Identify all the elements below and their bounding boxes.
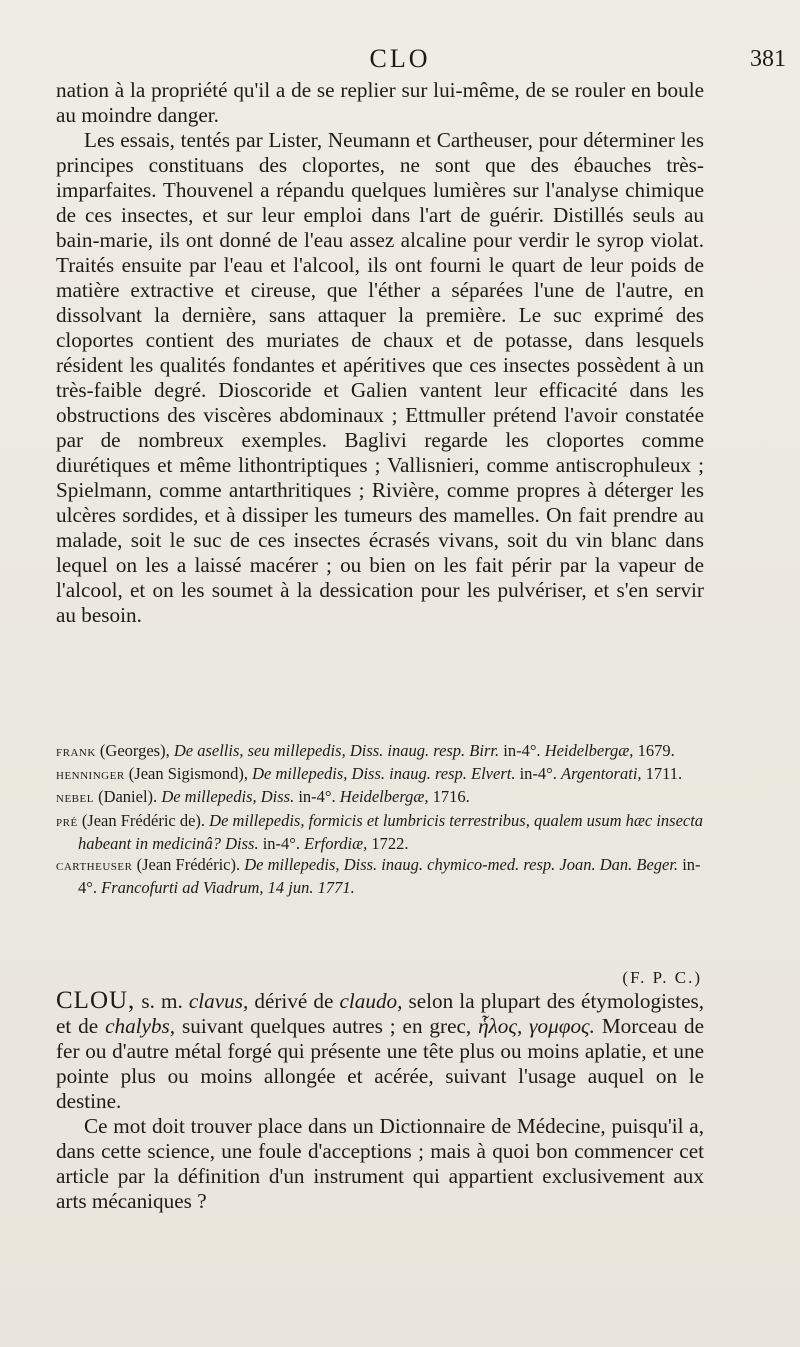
entry-paragraph: Ce mot doit trouver place dans un Dictionnaire de Médecine, puisqu'il a, dans cette science, une foule d'acceptions ; mais à quoi bon commencer cet article par la définition d'un instrument qui appartient exclusivement aux arts mécaniques ? — [56, 1114, 704, 1213]
reference-title: De millepedis, — [252, 764, 348, 784]
entry-headword: CLOU, — [56, 987, 136, 1014]
reference-given-name: (Daniel). — [98, 787, 158, 807]
reference-item — [56, 810, 704, 854]
etymology-text: suivant quelques autres ; en grec, — [182, 1014, 472, 1038]
reference-author: frank — [56, 744, 96, 760]
paragraph-continuation: nation à la propriété qu'il a de se replier sur lui-même, de se rouler en boule au moindre danger. — [56, 78, 704, 127]
reference-place: Heidelbergæ, — [544, 741, 634, 760]
reference-title: De millepedis, — [244, 855, 340, 875]
reference-item — [56, 854, 704, 898]
reference-details: Diss. inaug. resp. Birr. — [349, 741, 500, 760]
reference-year: 1722. — [371, 833, 409, 853]
reference-author: henninger — [56, 767, 125, 784]
greek-terms: ἧλος, γομφος. — [478, 1014, 595, 1038]
reference-year: 1711. — [645, 764, 683, 784]
reference-format: in-4°. — [503, 741, 541, 760]
reference-item — [56, 763, 704, 786]
reference-details: Diss. inaug. chymico-med. resp. Joan. Dan. Beger. — [343, 855, 679, 875]
etymology-text: dérivé de — [254, 989, 334, 1013]
reference-author: pré — [56, 813, 78, 830]
grammar-label: s. m. — [141, 989, 183, 1013]
reference-place: Heidelbergæ, — [339, 787, 429, 807]
latin-root: chalybs, — [105, 1014, 176, 1038]
reference-details: Diss. — [260, 787, 295, 807]
reference-title: De millepedis, formicis et lumbricis terrestribus, qualem usum hæc insecta habeant in medicinâ? — [78, 810, 704, 853]
reference-format: in-4°. — [519, 764, 557, 784]
reference-item — [56, 786, 704, 809]
dictionary-entry-clou — [56, 988, 704, 1214]
running-head: CLO — [369, 44, 431, 73]
reference-author: nebel — [56, 790, 94, 807]
entry-definition — [56, 988, 704, 1114]
reference-item — [56, 740, 704, 763]
reference-year: 1716. — [432, 787, 470, 807]
page-header — [0, 44, 800, 76]
reference-year: 1679. — [637, 741, 675, 760]
reference-author: cartheuser — [56, 858, 133, 875]
bibliography — [56, 740, 704, 898]
etymology-text: selon la plupart des étymologistes, et de — [56, 989, 705, 1038]
reference-place: Erfordiæ, — [304, 833, 368, 853]
reference-format: in-4°. — [262, 833, 301, 853]
reference-title: De asellis, seu millepedis, — [173, 741, 346, 760]
latin-root: claudo, — [339, 989, 403, 1013]
page-number: 381 — [750, 46, 786, 72]
reference-given-name: (Jean Frédéric). — [136, 855, 241, 875]
paragraph-analysis: Les essais, tentés par Lister, Neumann et Cartheuser, pour déterminer les principes constituans des cloportes, ne sont que des ébauches très-imparfaites. Thouvenel a répandu quelques lumières sur l'analyse chimique de ces insectes, et sur leur emploi dans l'art de guérir. Distillés seuls au bain-marie, ils ont donné de l'eau assez alcaline pour verdir le syrop violat. Traités ensuite par l'eau et l'alcool, ils ont fourni le quart de leur poids de matière extractive et cireuse, que l'éther a séparées l'une de l'autre, en dissolvant la dernière, sans attaquer la première. Le suc exprimé des cloportes contient des muriates de chaux et de potasse, dans lesquels résident les qualités fondantes et apéritives que ces insectes possèdent à un très-faible degré. Dioscoride et Galien vantent leur efficacité dans les obstructions des viscères abdominaux ; Ettmuller prétend l'avoir constatée par de nombreux exemples. Baglivi regarde les cloportes comme diurétiques et même lithontriptiques ; Vallisnieri, comme antiscrophuleux ; Spielmann, comme antarthritiques ; Rivière, comme propres à déterger les ulcères sordides, et à dissiper les tumeurs des mamelles. On fait prendre au malade, soit le suc de ces insectes écrasés vivans, soit du vin blanc dans lequel on les a laissé macérer ; ou bien on les fait périr par la vapeur de l'alcool, et on les soumet à la dessication pour les pulvériser, et s'en servir au besoin. — [56, 128, 704, 627]
reference-year: 14 jun. 1771. — [267, 878, 355, 898]
reference-place: Argentorati, — [561, 764, 642, 784]
author-signature: (F. P. C.) — [622, 968, 702, 987]
reference-title: De millepedis, — [161, 787, 257, 807]
reference-details: Diss. — [225, 833, 259, 853]
reference-given-name: (Jean Frédéric de). — [81, 810, 206, 830]
reference-format: in-4°. — [298, 787, 336, 807]
latin-term: clavus, — [188, 989, 249, 1013]
reference-place: Francofurti ad Viadrum, — [101, 878, 264, 898]
definition-text: Morceau de fer ou d'autre métal forgé qui présente une tête plus ou moins aplatie, et une pointe plus ou moins allongée et acérée, suivant l'usage auquel on le destine. — [56, 1014, 705, 1113]
reference-details: Diss. inaug. resp. Elvert. — [351, 764, 516, 784]
reference-format: in-4°. — [78, 855, 701, 898]
main-text — [56, 78, 704, 628]
reference-given-name: (Georges), — [99, 741, 170, 760]
reference-given-name: (Jean Sigismond), — [128, 764, 248, 784]
